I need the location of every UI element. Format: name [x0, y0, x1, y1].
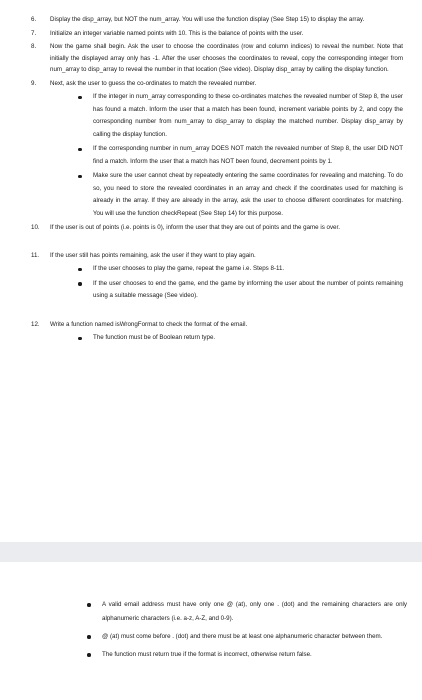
list-item	[78, 263, 403, 276]
step-7	[31, 28, 403, 40]
bullet-icon	[78, 175, 82, 179]
step-9-bullets	[50, 91, 403, 220]
step-11	[31, 250, 403, 303]
bullet-text: Make sure the user cannot cheat by repeatedly entering the same coordinates for revealing and matching. To do so, you need to store the revealed coordinates in an array and check if the coordinates used for matching is already in the array. If they are already in the array, ask the user to choose different coordinates for matching. You will use the function checkRepeat (See Step 14) for this purpose.	[93, 172, 403, 217]
email-rules-list	[87, 598, 407, 666]
bullet-icon	[87, 603, 91, 607]
step-text: If the user still has points remaining, ask the user if they want to play again.	[50, 251, 256, 259]
bullet-text: If the user chooses to end the game, end the game by informing the user about the number of points remaining using a suitable message (See video).	[93, 279, 403, 299]
list-item	[87, 630, 407, 644]
list-item	[78, 143, 403, 168]
list-item	[78, 332, 403, 345]
bullet-text: The function must return true if the format is incorrect, otherwise return false.	[102, 651, 312, 658]
bullet-icon	[78, 96, 82, 100]
list-item	[87, 598, 407, 626]
bullet-icon	[78, 268, 82, 272]
step-text: Display the disp_array, but NOT the num_array. You will use the function display (See Step 15) to display the array.	[50, 16, 365, 23]
page-gap	[0, 542, 422, 562]
bullet-text: @ (at) must come before . (dot) and there must be at least one alphanumeric character between them.	[102, 633, 383, 640]
list-item	[78, 278, 403, 303]
step-8	[31, 41, 403, 76]
step-number: 8.	[31, 43, 37, 50]
bullet-text: If the user chooses to play the game, repeat the game i.e. Steps 8-11.	[93, 265, 285, 272]
step-number: 12.	[31, 320, 40, 328]
paragraph-spacer	[31, 305, 403, 319]
step-number: 6.	[31, 16, 37, 23]
bullet-text: If the integer in num_array corresponding to these co-ordinates matches the revealed number of Step 8, the user has found a match. Inform the user that a match has been found, increment variable points by 2, and copy the corresponding number from num_array to disp_array to display the matched number. Display disp_array by calling the display function.	[93, 93, 403, 138]
list-item	[78, 170, 403, 220]
list-item	[78, 91, 403, 141]
bullet-icon	[78, 337, 82, 341]
step-text: Write a function named isWrongFormat to check the format of the email.	[50, 320, 248, 328]
step-6	[31, 14, 403, 26]
step-number: 9.	[31, 79, 37, 87]
bullet-text: A valid email address must have only one @ (at), only one . (dot) and the remaining characters are only alphanumeric characters (i.e. a-z, A-Z, and 0-9).	[102, 601, 407, 622]
instruction-steps	[31, 14, 403, 347]
bullet-icon	[87, 635, 91, 639]
step-text: Next, ask the user to guess the co-ordinates to match the revealed number.	[50, 79, 257, 87]
step-number: 7.	[31, 29, 37, 37]
step-number: 10.	[31, 224, 40, 231]
bullet-icon	[87, 653, 91, 657]
bullet-text: If the corresponding number in num_array DOES NOT match the revealed number of Step 8, the user DID NOT find a match. Inform the user that a match has NOT been found, decrement points by 1.	[93, 145, 403, 165]
bullet-icon	[78, 148, 82, 152]
paragraph-spacer	[31, 236, 403, 250]
step-number: 11.	[31, 251, 40, 259]
step-text: Initialize an integer variable named points with 10. This is the balance of points with the user.	[50, 29, 304, 37]
bullet-icon	[78, 282, 82, 286]
step-12	[31, 319, 403, 345]
step-10	[31, 222, 403, 234]
step-text: If the user is out of points (i.e. points is 0), inform the user that they are out of points and the game is over.	[50, 224, 340, 231]
step-text: Now the game shall begin. Ask the user to choose the coordinates (row and column indices) to reveal the number. Note that initially the displayed array only has -1. After the user chooses the coordinates to reveal, copy the corresponding integer from num_array to disp_array to reveal the number in that location (See video). Display disp_array by calling the display function.	[50, 43, 403, 73]
step-12-bullets	[50, 332, 403, 345]
step-9	[31, 78, 403, 221]
step-11-bullets	[50, 263, 403, 303]
list-item	[87, 648, 407, 662]
bullet-text: The function must be of Boolean return type.	[93, 334, 216, 341]
